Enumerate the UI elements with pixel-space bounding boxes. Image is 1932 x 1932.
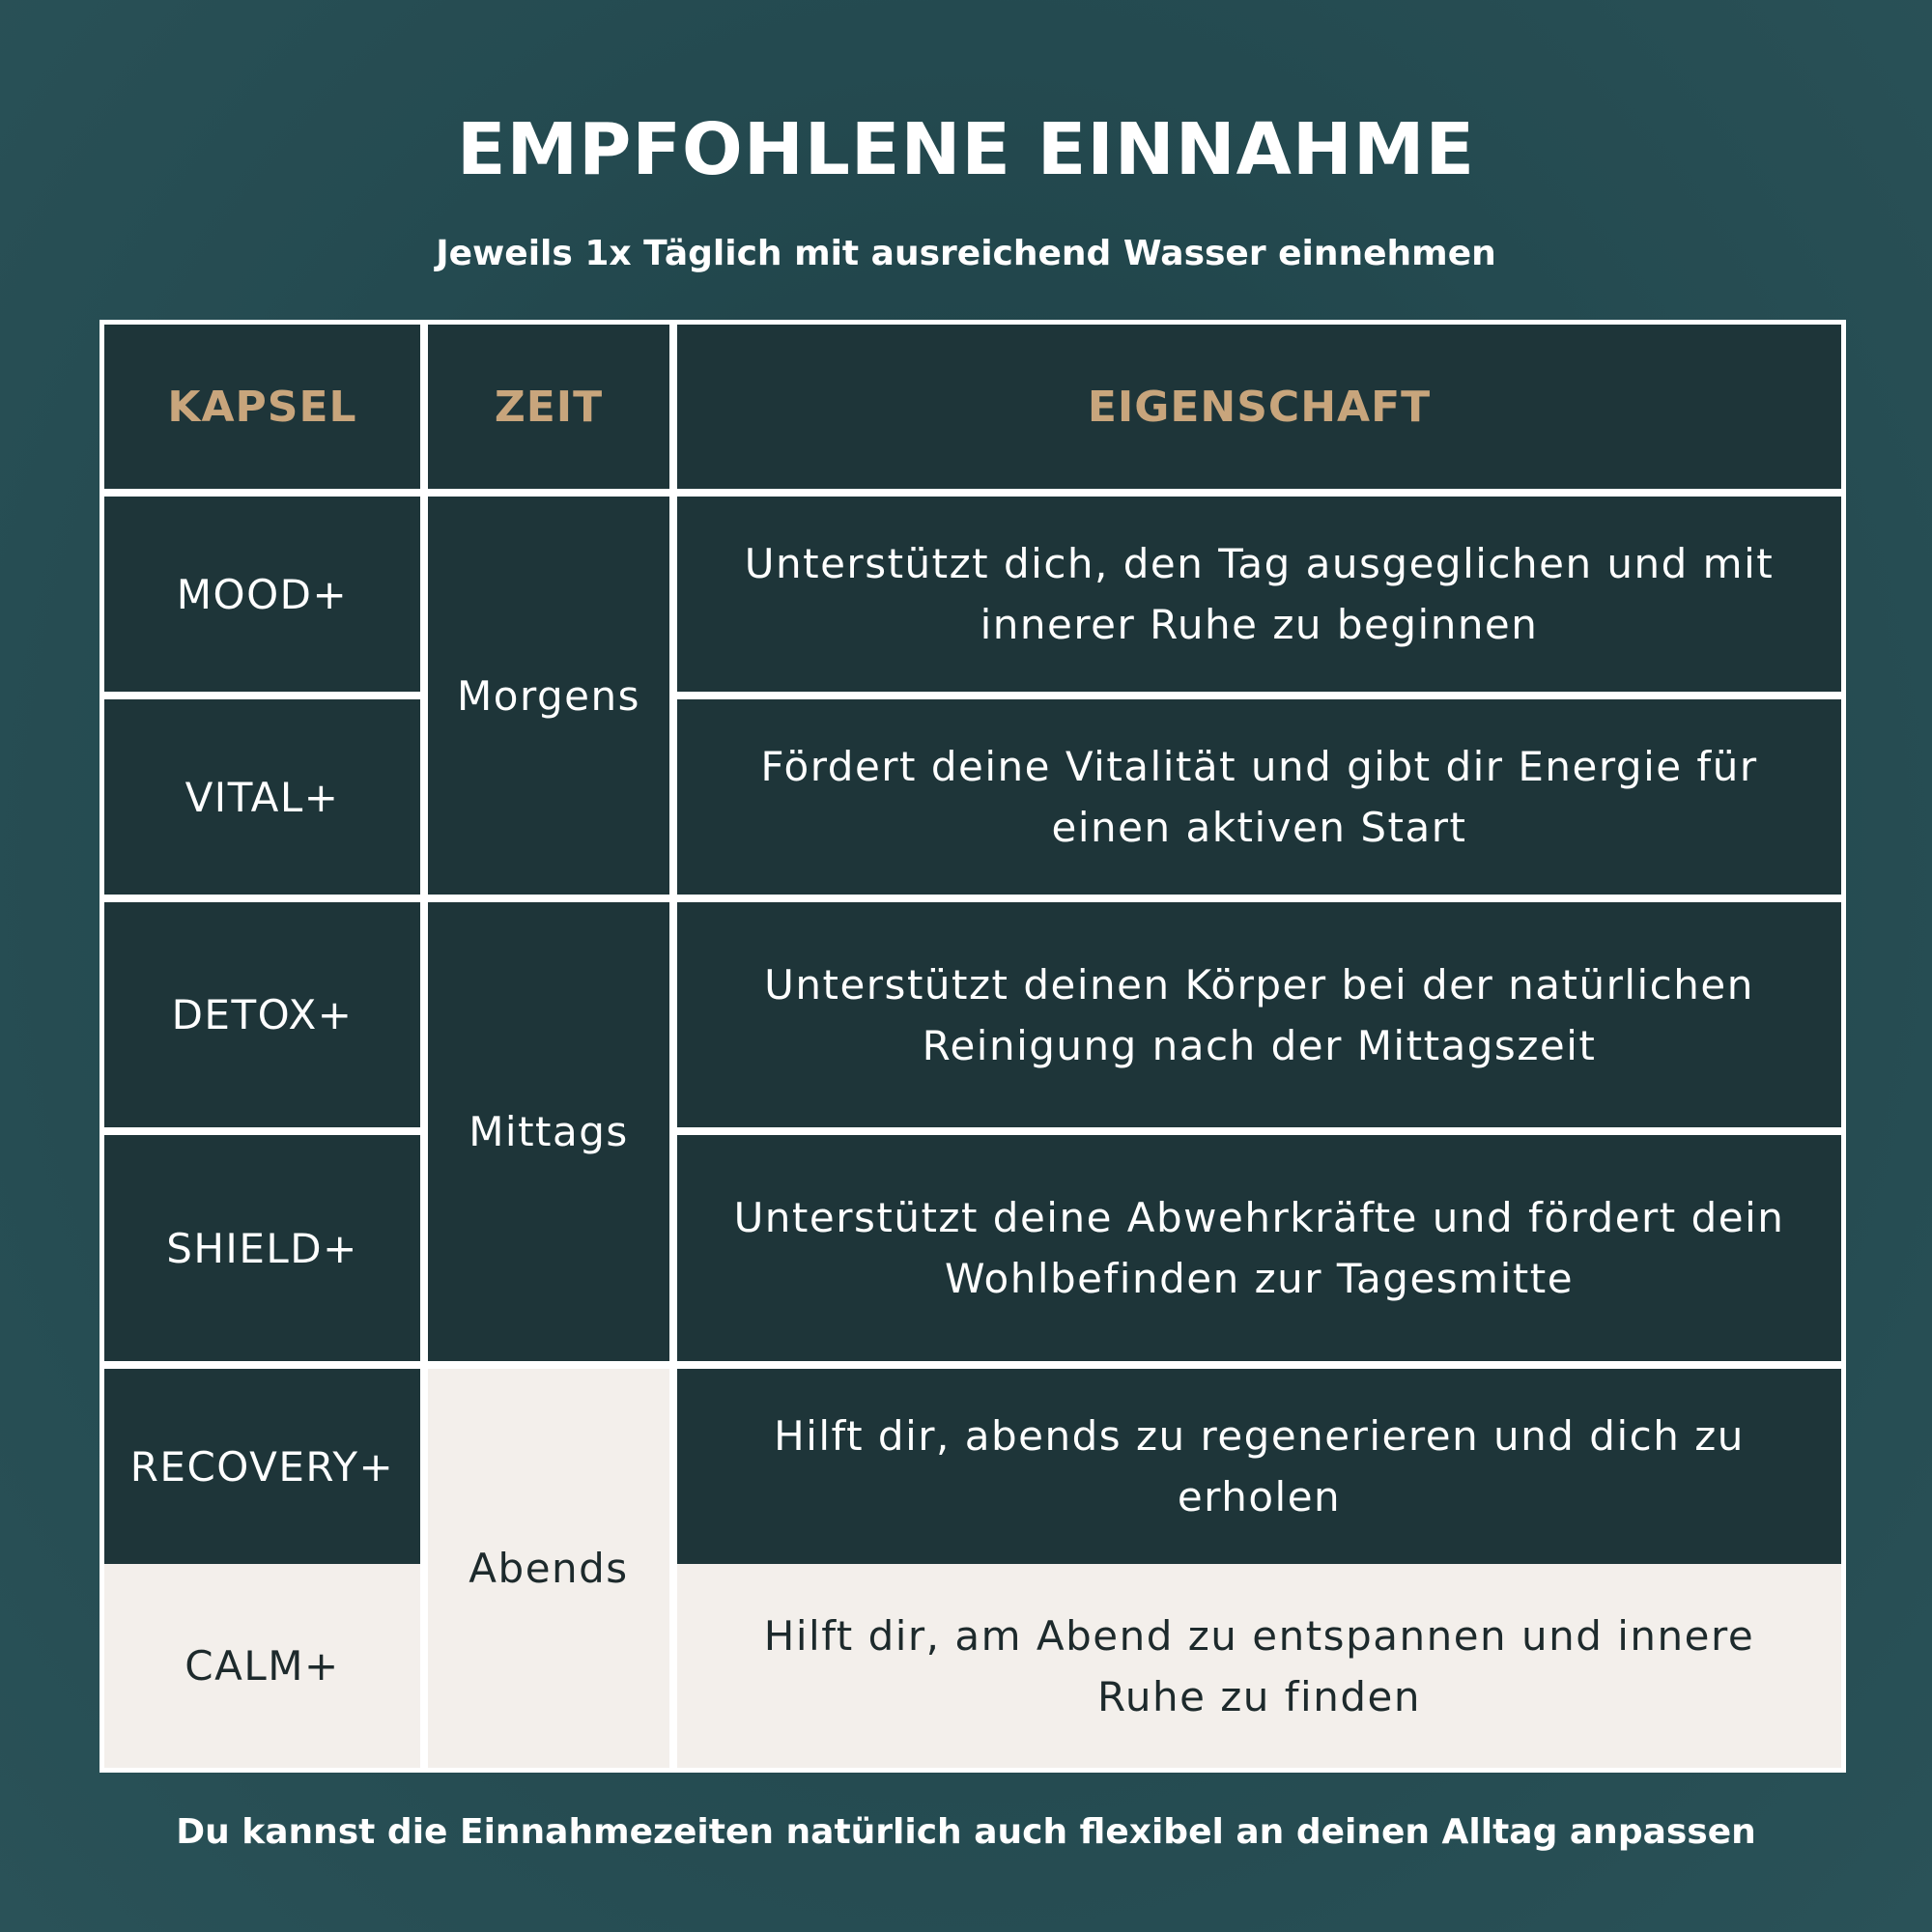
header-kapsel: KAPSEL (104, 325, 420, 489)
time-abends: Abends (428, 1369, 669, 1768)
time-mittags: Mittags (428, 902, 669, 1361)
intake-table (99, 320, 1846, 1773)
capsule-description-detox: Unterstützt deinen Körper bei der natürlichen Reinigung nach der Mittagszeit (677, 902, 1841, 1127)
footer-note: Du kannst die Einnahmezeiten natürlich auch flexibel an deinen Alltag anpassen (176, 1812, 1756, 1852)
capsule-name-recovery: RECOVERY+ (104, 1369, 420, 1564)
capsule-description-vital: Fördert deine Vitalität und gibt dir Energie für einen aktiven Start (677, 699, 1841, 895)
capsule-description-calm: Hilft dir, am Abend zu entspannen und innere Ruhe zu finden (677, 1564, 1841, 1768)
page-subtitle: Jeweils 1x Täglich mit ausreichend Wasser einnehmen (436, 234, 1496, 273)
time-morgens: Morgens (428, 497, 669, 895)
capsule-description-recovery: Hilft dir, abends zu regenerieren und dich zu erholen (677, 1369, 1841, 1564)
capsule-name-mood: MOOD+ (104, 497, 420, 692)
capsule-name-calm: CALM+ (104, 1564, 420, 1768)
capsule-name-detox: DETOX+ (104, 902, 420, 1127)
page-title: EMPFOHLENE EINNAHME (456, 108, 1476, 191)
capsule-description-mood: Unterstützt dich, den Tag ausgeglichen und mit innerer Ruhe zu beginnen (677, 497, 1841, 692)
capsule-description-shield: Unterstützt deine Abwehrkräfte und fördert dein Wohlbefinden zur Tagesmitte (677, 1135, 1841, 1361)
header-zeit: ZEIT (428, 325, 669, 489)
capsule-name-shield: SHIELD+ (104, 1135, 420, 1361)
header-eigenschaft: EIGENSCHAFT (677, 325, 1841, 489)
capsule-name-vital: VITAL+ (104, 699, 420, 895)
